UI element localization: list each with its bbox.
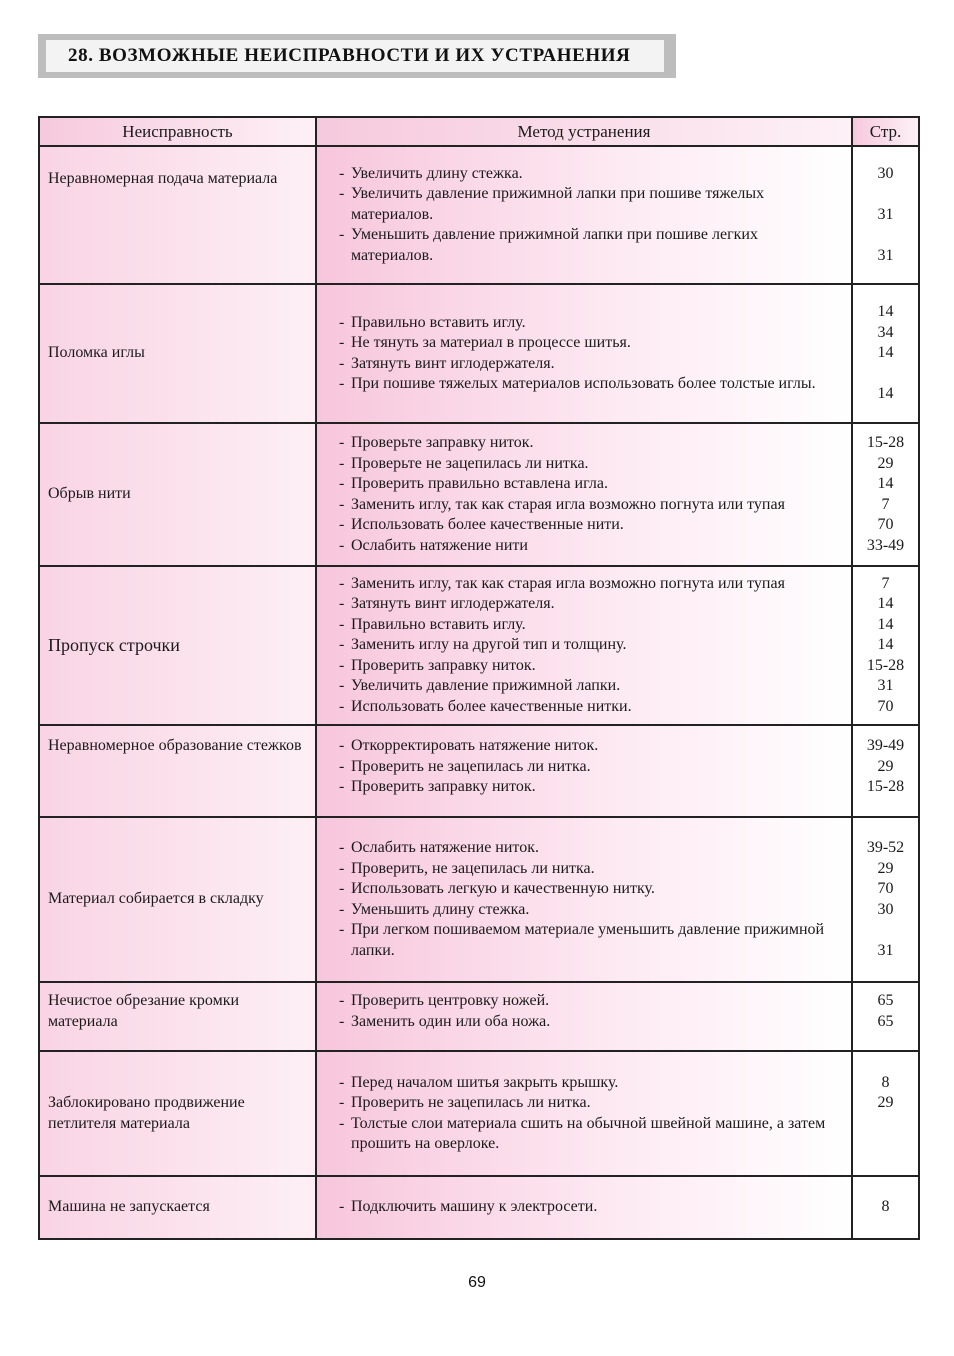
- pages-cell: [852, 423, 919, 566]
- page-ref: 15-28: [866, 656, 905, 674]
- page-ref: 29: [877, 1094, 894, 1111]
- pages-cell: [852, 817, 919, 982]
- method-item: - Толстые слои материала сшить на обычной швейной машине, а затем прошить на оверлоке.: [339, 1114, 843, 1155]
- pages-cell: [852, 284, 919, 423]
- method-item: - Увеличить давление прижимной лапки.: [339, 676, 843, 697]
- pages-cell: [852, 146, 919, 284]
- page-ref: [853, 184, 918, 205]
- page-ref: 65: [877, 1012, 894, 1030]
- page-ref: [853, 225, 918, 246]
- page-ref: 29: [877, 859, 894, 877]
- page-ref: 31: [877, 246, 894, 264]
- page-ref: 30: [877, 900, 894, 918]
- method-item: - Заменить один или оба ножа.: [339, 1012, 843, 1033]
- troubleshooting-table: [38, 116, 920, 1240]
- method-item: - Увеличить давление прижимной лапки при пошиве тяжелых материалов.: [339, 184, 843, 225]
- method-item: - Правильно вставить иглу.: [339, 615, 843, 636]
- page-ref: 15-28: [866, 778, 905, 795]
- problem-cell: Неравномерная подача материала: [39, 146, 316, 284]
- section-title-box: [38, 34, 676, 78]
- methods-cell: [316, 566, 852, 725]
- pages-cell: [852, 1176, 919, 1239]
- method-item: - Проверить правильно вставлена игла.: [339, 474, 843, 495]
- problem-cell: Поломка иглы: [39, 284, 316, 423]
- methods-cell: [316, 423, 852, 566]
- table-row: [39, 1051, 919, 1176]
- method-item: - Уменьшить давление прижимной лапки при пошиве легких материалов.: [339, 225, 843, 266]
- methods-cell: [316, 146, 852, 284]
- page-ref: 29: [877, 757, 894, 775]
- header-problem: Неисправность: [39, 117, 316, 146]
- page-ref: 7: [881, 574, 890, 592]
- method-item: - Использовать более качественные нити.: [339, 515, 843, 536]
- problem-cell: Машина не запускается: [39, 1176, 316, 1239]
- method-item: - Увеличить длину стежка.: [339, 164, 843, 185]
- method-item: - Правильно вставить иглу.: [339, 313, 843, 334]
- method-item: - Не тянуть за материал в процессе шитья.: [339, 333, 843, 354]
- method-item: - Проверьте не зацепилась ли нитка.: [339, 454, 843, 475]
- method-item: - Проверить не зацепилась ли нитка.: [339, 1093, 843, 1114]
- page-ref: 8: [881, 1073, 890, 1091]
- pages-cell: [852, 725, 919, 817]
- page-ref: 14: [877, 385, 894, 403]
- page-number: 69: [468, 1274, 486, 1291]
- page-ref: 39-52: [866, 839, 905, 856]
- page-ref: 29: [877, 454, 894, 472]
- table-header-row: [39, 117, 919, 146]
- pages-cell: [852, 1051, 919, 1176]
- methods-cell: [316, 1176, 852, 1239]
- methods-cell: [316, 725, 852, 817]
- method-item: - При пошиве тяжелых материалов использовать более толстые иглы.: [339, 374, 843, 395]
- method-item: - Проверьте заправку ниток.: [339, 433, 843, 454]
- method-item: - Заменить иглу, так как старая игла возможно погнута или тупая: [339, 574, 843, 595]
- problem-cell: Неравномерное образование стежков: [39, 725, 316, 817]
- page-ref: [853, 920, 918, 941]
- problem-cell: Заблокировано продвижение петлителя материала: [39, 1051, 316, 1176]
- page-ref: 70: [877, 697, 894, 715]
- page-ref: 14: [877, 344, 894, 362]
- method-item: - Заменить иглу на другой тип и толщину.: [339, 635, 843, 656]
- method-item: - Подключить машину к электросети.: [339, 1197, 843, 1218]
- page-ref: 30: [877, 164, 894, 182]
- page-ref: 70: [877, 880, 894, 897]
- page-ref: 31: [877, 677, 894, 695]
- table-row: [39, 725, 919, 817]
- table-row: [39, 566, 919, 725]
- page-ref: 14: [877, 475, 894, 492]
- method-item: - Проверить, не зацепилась ли нитка.: [339, 859, 843, 880]
- problem-cell: Пропуск строчки: [39, 566, 316, 725]
- methods-cell: [316, 284, 852, 423]
- method-item: - Затянуть винт иглодержателя.: [339, 594, 843, 615]
- problem-cell: Материал собирается в складку: [39, 817, 316, 982]
- table-row: [39, 423, 919, 566]
- page-ref: 31: [877, 205, 894, 223]
- methods-cell: [316, 982, 852, 1051]
- section-title: 28. ВОЗМОЖНЫЕ НЕИСПРАВНОСТИ И ИХ УСТРАНЕНИЯ: [46, 40, 664, 72]
- page-ref: 33-49: [866, 536, 905, 554]
- page-ref: 65: [877, 992, 894, 1009]
- header-method: Метод устранения: [316, 117, 852, 146]
- method-item: - Откорректировать натяжение ниток.: [339, 736, 843, 757]
- page-ref: 14: [877, 615, 894, 633]
- method-item: - Проверить заправку ниток.: [339, 777, 843, 798]
- page-ref: 15-28: [866, 434, 905, 451]
- method-item: - Проверить центровку ножей.: [339, 991, 843, 1012]
- table-row: [39, 284, 919, 423]
- page-ref: 8: [881, 1198, 890, 1216]
- page-ref: 7: [881, 495, 890, 513]
- problem-cell: Нечистое обрезание кромки материала: [39, 982, 316, 1051]
- methods-cell: [316, 817, 852, 982]
- method-item: - Использовать более качественные нитки.: [339, 697, 843, 718]
- method-item: - Использовать легкую и качественную нитку.: [339, 879, 843, 900]
- page-ref: 70: [877, 516, 894, 533]
- page-ref: 39-49: [866, 737, 905, 754]
- page-ref: [853, 1134, 918, 1155]
- method-item: - Ослабить натяжение нити: [339, 536, 843, 557]
- page-ref: 14: [877, 595, 894, 613]
- pages-cell: [852, 566, 919, 725]
- page-ref: 31: [877, 941, 894, 959]
- method-item: - При легком пошиваемом материале уменьшить давление прижимной лапки.: [339, 920, 843, 961]
- method-item: - Перед началом шитья закрыть крышку.: [339, 1073, 843, 1094]
- table-row: [39, 1176, 919, 1239]
- page-ref: 14: [877, 303, 894, 321]
- header-page: Стр.: [852, 117, 919, 146]
- method-item: - Ослабить натяжение ниток.: [339, 838, 843, 859]
- table-row: [39, 982, 919, 1051]
- pages-cell: [852, 982, 919, 1051]
- method-item: - Затянуть винт иглодержателя.: [339, 354, 843, 375]
- problem-cell: Обрыв нити: [39, 423, 316, 566]
- page-ref: 34: [877, 323, 894, 341]
- method-item: - Проверить не зацепилась ли нитка.: [339, 757, 843, 778]
- method-item: - Заменить иглу, так как старая игла возможно погнута или тупая: [339, 495, 843, 516]
- table-row: [39, 817, 919, 982]
- methods-cell: [316, 1051, 852, 1176]
- method-item: - Проверить заправку ниток.: [339, 656, 843, 677]
- page-ref: [853, 1114, 918, 1135]
- page-ref: [853, 364, 918, 385]
- table-row: [39, 146, 919, 284]
- page-ref: 14: [877, 636, 894, 654]
- method-item: - Уменьшить длину стежка.: [339, 900, 843, 921]
